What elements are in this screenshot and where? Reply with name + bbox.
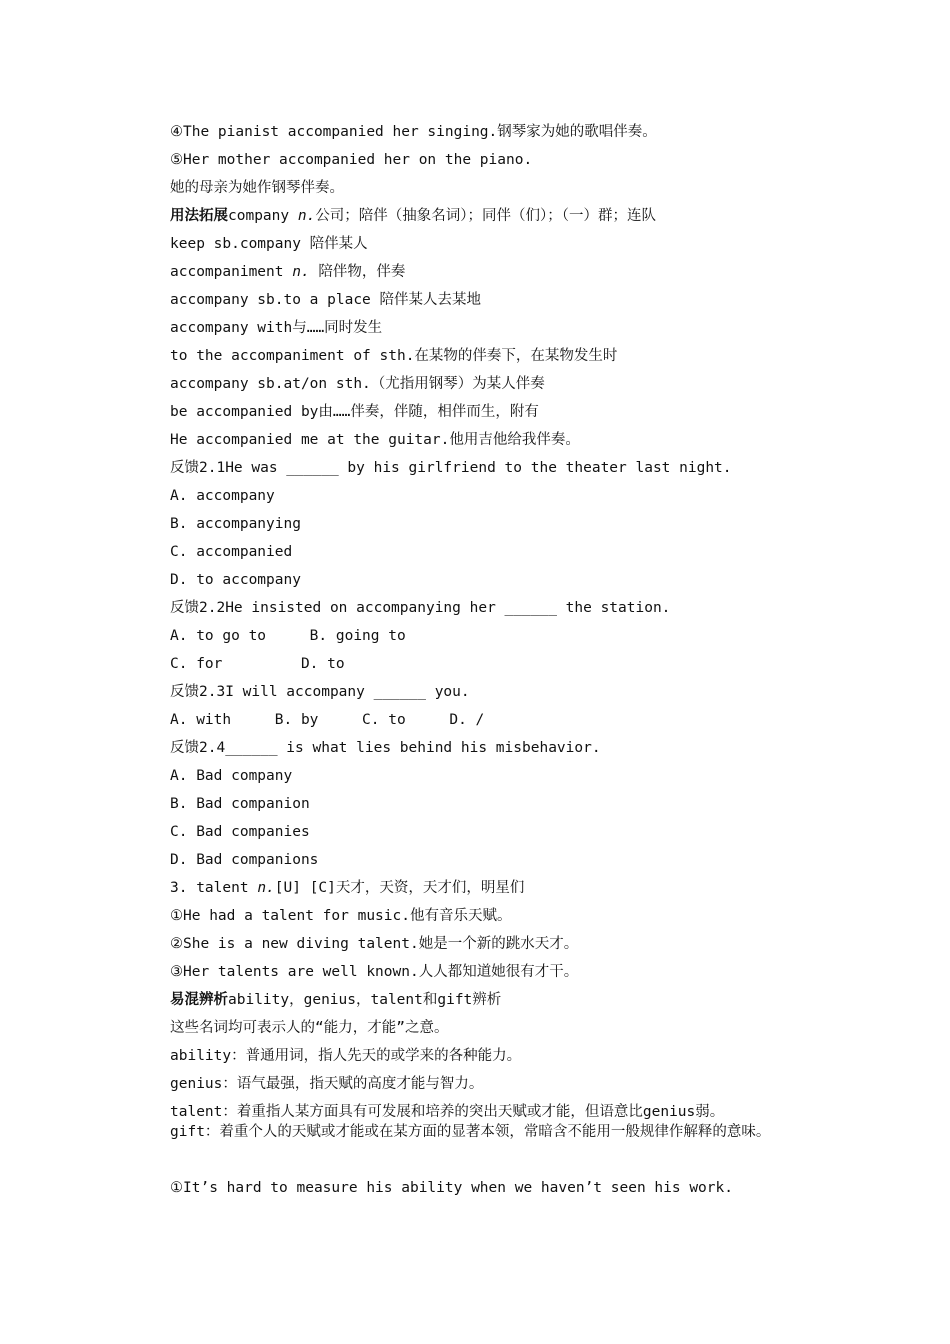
talent-example-2: ②She is a new diving talent.她是一个新的跳水天才。 bbox=[170, 936, 579, 952]
discrimination-line bbox=[170, 986, 850, 1014]
talent-example-3: ③Her talents are well known.人人都知道她很有才干。 bbox=[170, 964, 579, 980]
usage-extension-line bbox=[170, 202, 850, 230]
options-cd: C. for D. to bbox=[170, 656, 345, 672]
accompaniment-word: accompaniment bbox=[170, 264, 293, 280]
part-of-speech: n. bbox=[292, 264, 310, 280]
example-translation-5: 她的母亲为她作钢琴伴奏。 bbox=[170, 180, 344, 196]
question-2-3: 反馈2.3I will accompany ______ you. bbox=[170, 684, 470, 700]
part-of-speech: n. bbox=[257, 880, 275, 896]
gift-note: gift：着重个人的天赋或才能或在某方面的显著本领，常暗含不能用一般规律作解释的意味。 bbox=[170, 1124, 771, 1140]
phrase-to-the-accompaniment: to the accompaniment of sth.在某物的伴奏下，在某物发生时 bbox=[170, 348, 618, 364]
example-sentence-5: ⑤Her mother accompanied her on the piano. bbox=[170, 152, 533, 168]
company-word: company bbox=[228, 208, 298, 224]
option-d: D. to accompany bbox=[170, 572, 301, 588]
example-guitar: He accompanied me at the guitar.他用吉他给我伴奏。 bbox=[170, 432, 580, 448]
question-2-4: 反馈2.4______ is what lies behind his misbehavior. bbox=[170, 740, 601, 756]
phrase-accompaniment bbox=[170, 258, 850, 286]
question-2-2: 反馈2.2He insisted on accompanying her ______ the station. bbox=[170, 600, 671, 616]
option-b: B. accompanying bbox=[170, 516, 301, 532]
phrase-accompany-at-on: accompany sb.at/on sth.（尤指用钢琴）为某人伴奏 bbox=[170, 376, 545, 392]
discrimination-heading: 易混辨析 bbox=[170, 992, 228, 1008]
option-a: A. Bad company bbox=[170, 768, 293, 784]
option-c: C. accompanied bbox=[170, 544, 293, 560]
phrase-keep-company: keep sb.company 陪伴某人 bbox=[170, 236, 368, 252]
discrimination-title: ability，genius，talent和gift辨析 bbox=[228, 992, 502, 1008]
part-of-speech: n. bbox=[297, 208, 316, 224]
phrase-accompany-with: accompany with与……同时发生 bbox=[170, 320, 383, 336]
talent-example-1: ①He had a talent for music.他有音乐天赋。 bbox=[170, 908, 512, 924]
ability-note: ability：普通用词，指人先天的或学来的各种能力。 bbox=[170, 1048, 522, 1064]
talent-word: 3. talent bbox=[170, 880, 258, 896]
genius-note: genius：语气最强，指天赋的高度才能与智力。 bbox=[170, 1076, 484, 1092]
talent-definition: [U] [C]天才，天资，天才们，明星们 bbox=[274, 880, 525, 896]
talent-entry bbox=[170, 874, 850, 902]
option-d: D. Bad companions bbox=[170, 852, 319, 868]
option-a: A. accompany bbox=[170, 488, 275, 504]
usage-extension-heading: 用法拓展 bbox=[170, 208, 228, 224]
option-b: B. Bad companion bbox=[170, 796, 310, 812]
phrase-be-accompanied-by: be accompanied by由……伴奏，伴随，相伴而生，附有 bbox=[170, 404, 539, 420]
phrase-accompany-to: accompany sb.to a place 陪伴某人去某地 bbox=[170, 292, 482, 308]
question-2-1: 反馈2.1He was ______ by his girlfriend to the theater last night. bbox=[170, 460, 732, 476]
company-definition: 公司；陪伴（抽象名词）；同伴（们）；（一）群；连队 bbox=[315, 208, 657, 224]
example-sentence-4: ④The pianist accompanied her singing.钢琴家为她的歌唱伴奏。 bbox=[170, 124, 657, 140]
options-ab: A. to go to B. going to bbox=[170, 628, 406, 644]
ability-example-1: ①It’s hard to measure his ability when we haven’t seen his work. bbox=[170, 1180, 733, 1196]
options-abcd: A. with B. by C. to D. / bbox=[170, 712, 485, 728]
accompaniment-definition: 陪伴物，伴奏 bbox=[309, 264, 406, 280]
discrimination-intro: 这些名词均可表示人的“能力，才能”之意。 bbox=[170, 1020, 449, 1036]
option-c: C. Bad companies bbox=[170, 824, 310, 840]
talent-note: talent：着重指人某方面具有可发展和培养的突出天赋或才能，但语意比genius弱。 bbox=[170, 1104, 725, 1120]
